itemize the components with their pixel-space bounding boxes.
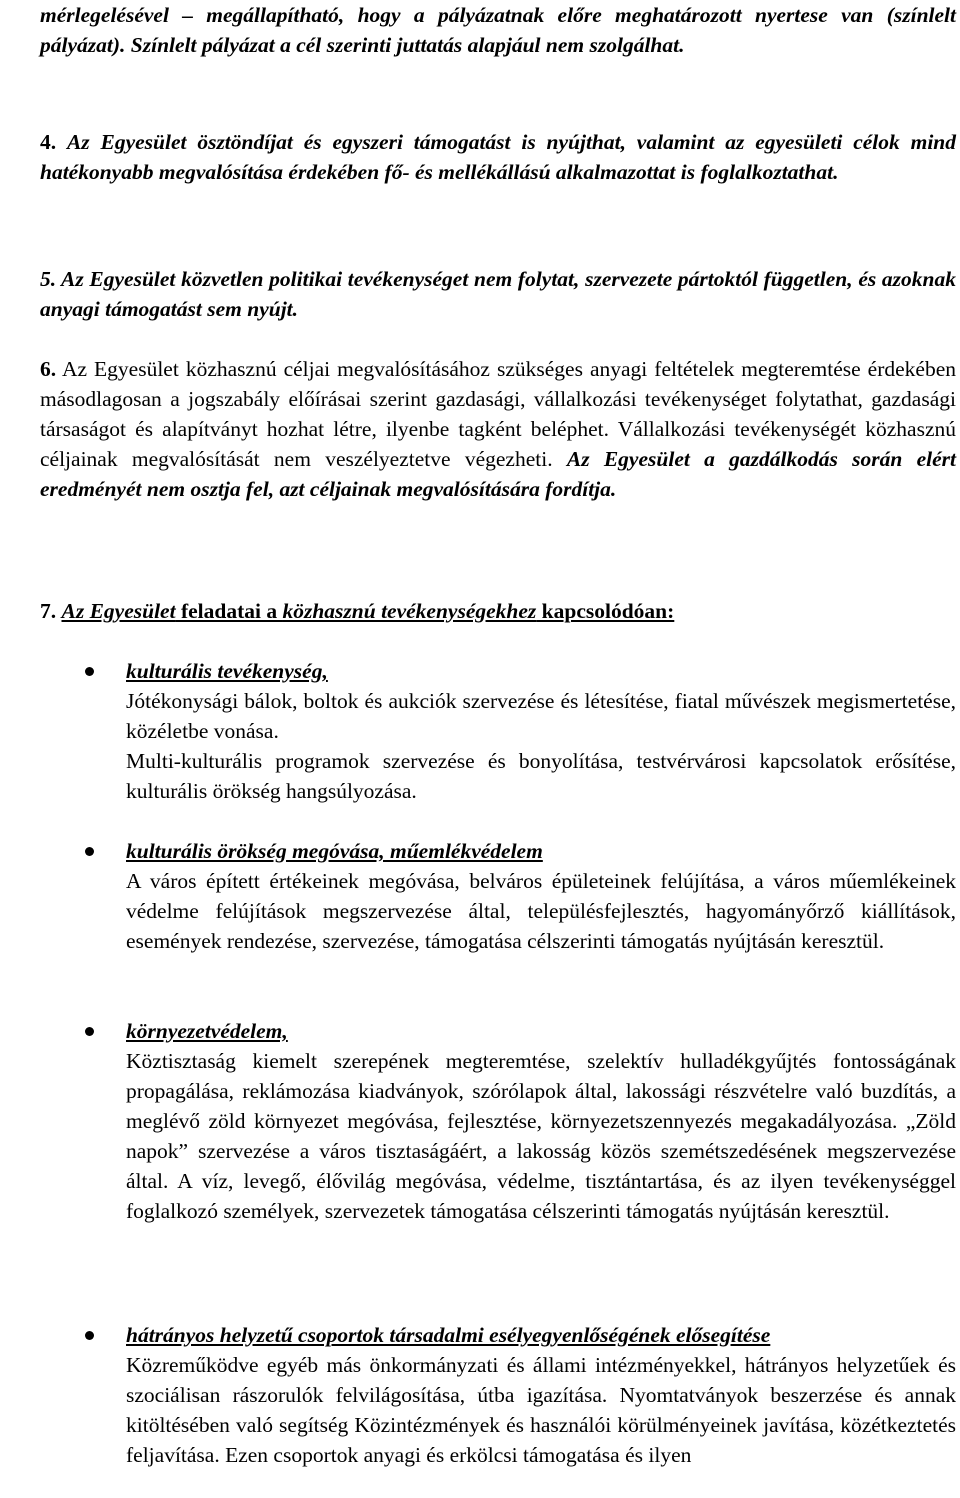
list-item bbox=[126, 1320, 956, 1470]
paragraph-7-end: kapcsolódóan: bbox=[536, 599, 675, 623]
paragraph-4 bbox=[40, 127, 956, 187]
list-item-heading: kulturális örökség megóvása, műemlékvédelem bbox=[126, 839, 543, 863]
paragraph-5-text: Az Egyesület közvetlen politikai tevékenységet nem folytat, szervezete pártoktól független, és azoknak anyagi támogatást sem nyújt. bbox=[40, 267, 956, 321]
bullet-icon bbox=[85, 1331, 94, 1340]
paragraph-4-text: Az Egyesület ösztöndíjat és egyszeri támogatást is nyújthat, valamint az egyesületi célok mind hatékonyabb megvalósítása érdekében fő- és mellékállású alkalmazottat is foglalkoztathat. bbox=[40, 130, 957, 184]
list-item-heading: környezetvédelem, bbox=[126, 1019, 288, 1043]
paragraph-7-emphasis: közhasznú tevékenységekhez bbox=[282, 599, 537, 623]
paragraph-7-middle: feladatai a bbox=[175, 599, 283, 623]
list-item-paragraph: Közreműködve egyéb más önkormányzati és állami intézményekkel, hátrányos helyzetűek és szociálisan rászorulók felvilágosítása, útba igazítása. Nyomtatványok beszerzése és annak kitöltésében való segítség Közintézmények és használói körülményeinek javítása, közétkeztetés feljavítása. Ezen csoportok anyagi és erkölcsi támogatása és ilyen bbox=[126, 1353, 956, 1467]
paragraph-7 bbox=[40, 596, 956, 626]
list-item-paragraph: A város épített értékeinek megóvása, belváros épületeinek felújítása, a város műemlékeinek védelme felújítások megszervezése által, településfejlesztés, hagyományőrző kiállítások, események rendezése, szervezése, támogatása célszerinti támogatás nyújtásán keresztül. bbox=[126, 869, 956, 953]
paragraph-6-number: 6. bbox=[40, 357, 57, 381]
list-item bbox=[126, 836, 956, 956]
intro-paragraph bbox=[40, 0, 956, 60]
paragraph-5 bbox=[40, 264, 956, 324]
paragraph-4-number: 4. bbox=[40, 130, 57, 154]
list-item-paragraph: Köztisztaság kiemelt szerepének megteremtése, szelektív hulladékgyűjtés fontosságának propagálása, reklámozása kiadványok, szórólapok által, lakossági részvételre való buzdítás, a meglévő zöld környezet megóvása, fejlesztése, környezetszennyezés megakadályozása. „Zöld napok” szervezése a város tisztaságáért, a lakosság közös szemétszedésének megszervezése által. A víz, levegő, élővilág megóvása, védelme, tisztántartása, és az ilyen tevékenységgel foglalkozó személyek, szervezetek támogatása célszerinti támogatás nyújtásán keresztül. bbox=[126, 1049, 956, 1223]
paragraph-7-subject: Az Egyesület bbox=[61, 599, 176, 623]
bullet-icon bbox=[85, 847, 94, 856]
list-item bbox=[126, 1016, 956, 1226]
paragraph-6-text: Az Egyesület közhasznú céljai megvalósításához szükséges anyagi feltételek megteremtése érdekében másodlagosan a jogszabály előírásai szerint gazdasági, vállalkozási tevékenységet folytathat, gazdasági társaságot és alapítványt hozhat létre, ilyenbe tagként beléphet. Vállalkozási tevékenységét közhasznú céljainak megvalósítását nem veszélyeztetve végezheti. bbox=[40, 357, 956, 471]
intro-line-3: szolgálhat. bbox=[589, 33, 685, 57]
list-item-heading: kulturális tevékenység, bbox=[126, 659, 328, 683]
list-item-paragraph: Jótékonysági bálok, boltok és aukciók szervezése és létesítése, fiatal művészek megismertetése, közéletbe vonása. bbox=[126, 689, 956, 743]
list-item-heading: hátrányos helyzetű csoportok társadalmi esélyegyenlőségének elősegítése bbox=[126, 1323, 771, 1347]
paragraph-6-text-emphasis: Az Egyesület a gazdálkodás során elért eredményét nem osztja fel, azt céljainak megvalósítására fordítja. bbox=[40, 447, 956, 501]
bullet-icon bbox=[85, 667, 94, 676]
intro-line-1: mérlegelésével – megállapítható, hogy a pályázatnak előre meghatározott nyertese bbox=[40, 3, 828, 27]
paragraph-6 bbox=[40, 354, 956, 504]
paragraph-5-number: 5. bbox=[40, 267, 57, 291]
bullet-icon bbox=[85, 1027, 94, 1036]
intro-line-2: van (színlelt pályázat). Színlelt pályázat a cél szerinti juttatás alapjául nem bbox=[40, 3, 956, 57]
list-item bbox=[126, 656, 956, 806]
list-item-paragraph: Multi-kulturális programok szervezése és bonyolítása, testvérvárosi kapcsolatok erősítése, kulturális örökség hangsúlyozása. bbox=[126, 749, 956, 803]
paragraph-7-number: 7. bbox=[40, 599, 57, 623]
